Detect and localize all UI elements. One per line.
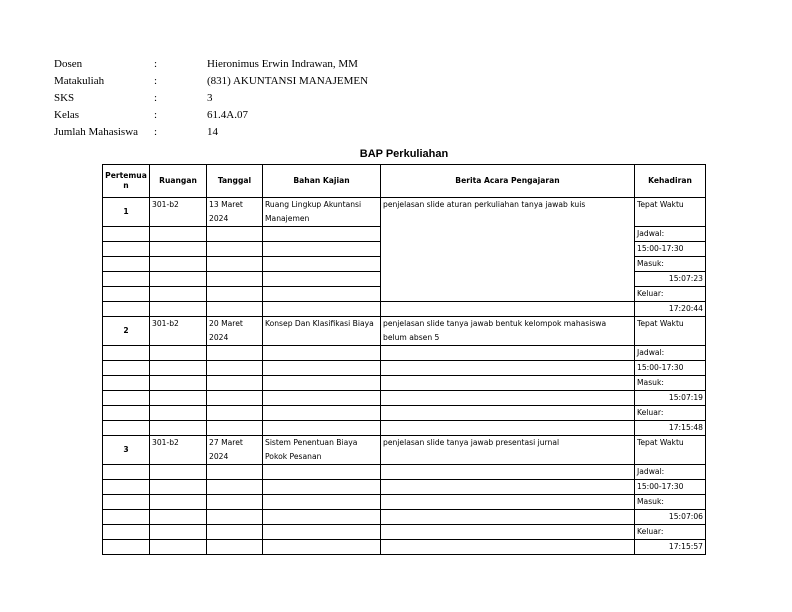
table-row — [103, 480, 706, 495]
table-row — [103, 540, 706, 555]
session-report: penjelasan slide aturan perkuliahan tanya jawab kuis — [381, 198, 635, 302]
session-report: penjelasan slide tanya jawab bentuk kelompok mahasiswa belum absen 5 — [381, 317, 635, 346]
table-row — [103, 465, 706, 480]
attendance-keluar-label: Keluar: — [635, 525, 706, 540]
info-label: Kelas — [54, 109, 80, 121]
bap-table — [102, 164, 706, 555]
attendance-masuk-label: Masuk: — [635, 495, 706, 510]
info-label: SKS — [54, 92, 75, 104]
attendance-masuk: 15:07:23 — [635, 272, 706, 287]
table-row — [103, 376, 706, 391]
table-row — [103, 302, 706, 317]
session-room: 301-b2 — [150, 436, 207, 465]
table-row — [103, 346, 706, 361]
info-label: Matakuliah — [54, 75, 105, 87]
table-row — [103, 525, 706, 540]
session-number: 1 — [103, 198, 150, 227]
attendance-masuk: 15:07:06 — [635, 510, 706, 525]
attendance-keluar-label: Keluar: — [635, 287, 706, 302]
table-row — [103, 421, 706, 436]
info-value: 61.4A.07 — [207, 109, 248, 121]
attendance-status: Tepat Waktu — [635, 317, 706, 346]
attendance-jadwal: 15:00-17:30 — [635, 361, 706, 376]
page-title: BAP Perkuliahan — [359, 148, 449, 160]
info-colon: : — [154, 126, 158, 138]
table-row — [103, 406, 706, 421]
attendance-jadwal-label: Jadwal: — [635, 346, 706, 361]
session-number: 2 — [103, 317, 150, 346]
session-date: 13 Maret 2024 — [207, 198, 263, 227]
session-number: 3 — [103, 436, 150, 465]
attendance-masuk: 15:07:19 — [635, 391, 706, 406]
info-value: 14 — [207, 126, 218, 138]
col-header-pertemuan: Pertemuan — [103, 165, 150, 198]
attendance-keluar: 17:20:44 — [635, 302, 706, 317]
session-room: 301-b2 — [150, 317, 207, 346]
col-header-tanggal: Tanggal — [207, 165, 263, 198]
session-date: 20 Maret 2024 — [207, 317, 263, 346]
attendance-masuk-label: Masuk: — [635, 257, 706, 272]
session-topic: Konsep Dan Klasifikasi Biaya — [263, 317, 381, 346]
col-header-kehadiran: Kehadiran — [635, 165, 706, 198]
attendance-keluar: 17:15:57 — [635, 540, 706, 555]
info-colon: : — [154, 58, 158, 70]
attendance-jadwal-label: Jadwal: — [635, 465, 706, 480]
info-value: (831) AKUNTANSI MANAJEMEN — [207, 75, 369, 87]
table-row — [103, 391, 706, 406]
attendance-jadwal-label: Jadwal: — [635, 227, 706, 242]
session-topic: Sistem Penentuan Biaya Pokok Pesanan — [263, 436, 381, 465]
attendance-jadwal: 15:00-17:30 — [635, 242, 706, 257]
info-colon: : — [154, 75, 158, 87]
attendance-masuk-label: Masuk: — [635, 376, 706, 391]
table-row — [103, 361, 706, 376]
attendance-keluar-label: Keluar: — [635, 406, 706, 421]
table-header-row — [103, 165, 706, 198]
info-value: Hieronimus Erwin Indrawan, MM — [207, 58, 358, 70]
attendance-jadwal: 15:00-17:30 — [635, 480, 706, 495]
info-label: Jumlah Mahasiswa — [54, 126, 139, 138]
col-header-bahan-kajian: Bahan Kajian — [263, 165, 381, 198]
attendance-status: Tepat Waktu — [635, 436, 706, 465]
info-label: Dosen — [54, 58, 83, 70]
session-date: 27 Maret 2024 — [207, 436, 263, 465]
info-value: 3 — [207, 92, 213, 104]
attendance-keluar: 17:15:48 — [635, 421, 706, 436]
session-report: penjelasan slide tanya jawab presentasi jurnal — [381, 436, 635, 465]
table-row — [103, 510, 706, 525]
session-topic: Ruang Lingkup Akuntansi Manajemen — [263, 198, 381, 227]
attendance-status: Tepat Waktu — [635, 198, 706, 227]
table-row — [103, 495, 706, 510]
info-colon: : — [154, 109, 158, 121]
col-header-berita-acara: Berita Acara Pengajaran — [381, 165, 635, 198]
info-colon: : — [154, 92, 158, 104]
col-header-ruangan: Ruangan — [150, 165, 207, 198]
session-room: 301-b2 — [150, 198, 207, 227]
